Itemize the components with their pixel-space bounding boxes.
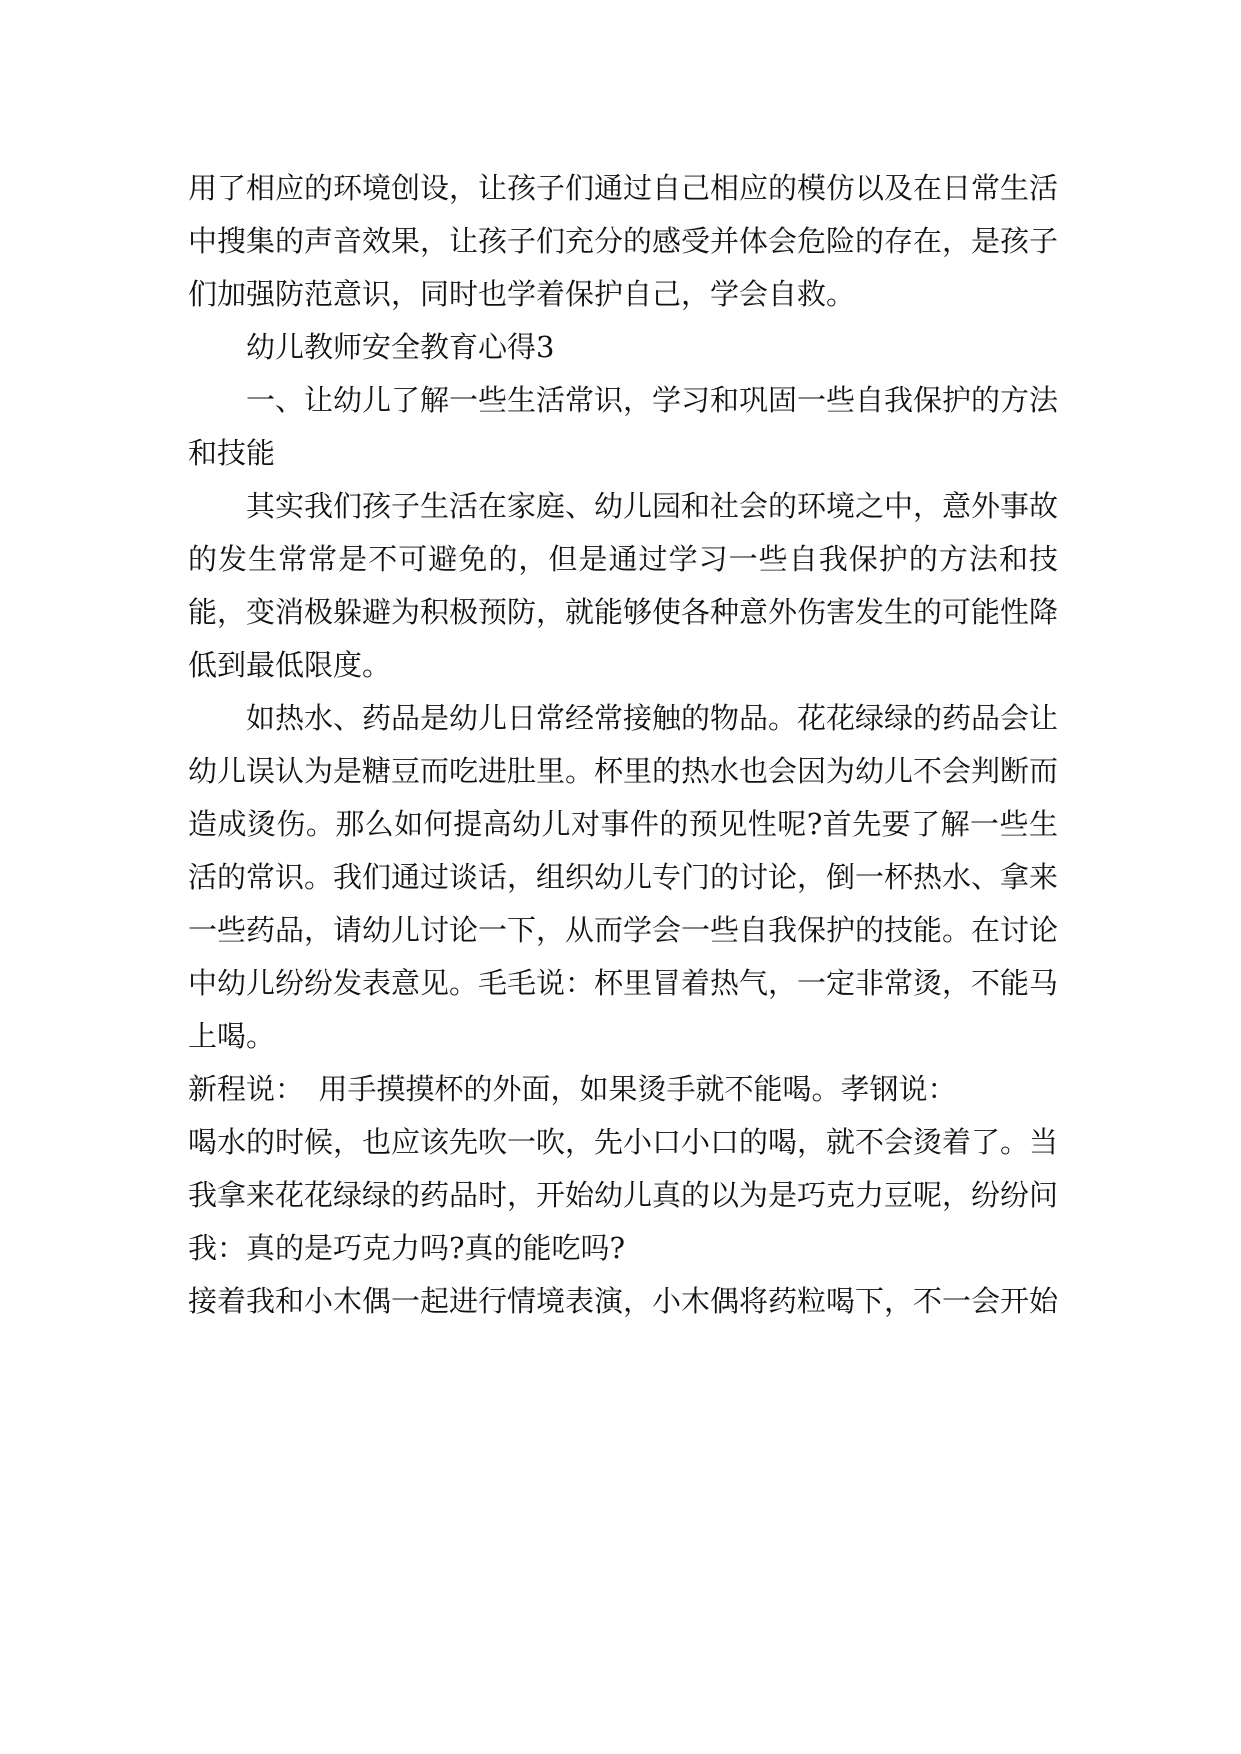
paragraph: 如热水、药品是幼儿日常经常接触的物品。花花绿绿的药品会让幼儿误认为是糖豆而吃进肚里。杯里的热水也会因为幼儿不会判断而造成烫伤。那么如何提高幼儿对事件的预见性呢?首先要了解一些生活的常识。我们通过谈话，组织幼儿专门的讨论，倒一杯热水、拿来一些药品，请幼儿讨论一下，从而学会一些自我保护的技能。在讨论中幼儿纷纷发表意见。毛毛说：杯里冒着热气，一定非常烫，不能马上喝。 bbox=[188, 701, 1059, 1053]
paragraph: 其实我们孩子生活在家庭、幼儿园和社会的环境之中，意外事故的发生常常是不可避免的，但是通过学习一些自我保护的方法和技能，变消极躲避为积极预防，就能够使各种意外伤害发生的可能性降低到最低限度。 bbox=[188, 489, 1059, 682]
section-heading: 幼儿教师安全教育心得3 bbox=[246, 330, 555, 364]
paragraph: 接着我和小木偶一起进行情境表演，小木偶将药粒喝下，不一会开始 bbox=[188, 1284, 1059, 1318]
paragraph-continuation: 用了相应的环境创设，让孩子们通过自己相应的模仿以及在日常生活中搜集的声音效果，让孩子们充分的感受并体会危险的存在，是孩子们加强防范意识，同时也学着保护自己，学会自救。 bbox=[188, 171, 1059, 311]
document-body bbox=[188, 162, 1058, 1328]
paragraph: 新程说： 用手摸摸杯的外面，如果烫手就不能喝。孝钢说： bbox=[188, 1072, 957, 1106]
paragraph-subheading: 一、让幼儿了解一些生活常识，学习和巩固一些自我保护的方法和技能 bbox=[188, 383, 1059, 470]
paragraph: 喝水的时候，也应该先吹一吹，先小口小口的喝，就不会烫着了。当我拿来花花绿绿的药品时，开始幼儿真的以为是巧克力豆呢，纷纷问我：真的是巧克力吗?真的能吃吗? bbox=[188, 1125, 1059, 1265]
